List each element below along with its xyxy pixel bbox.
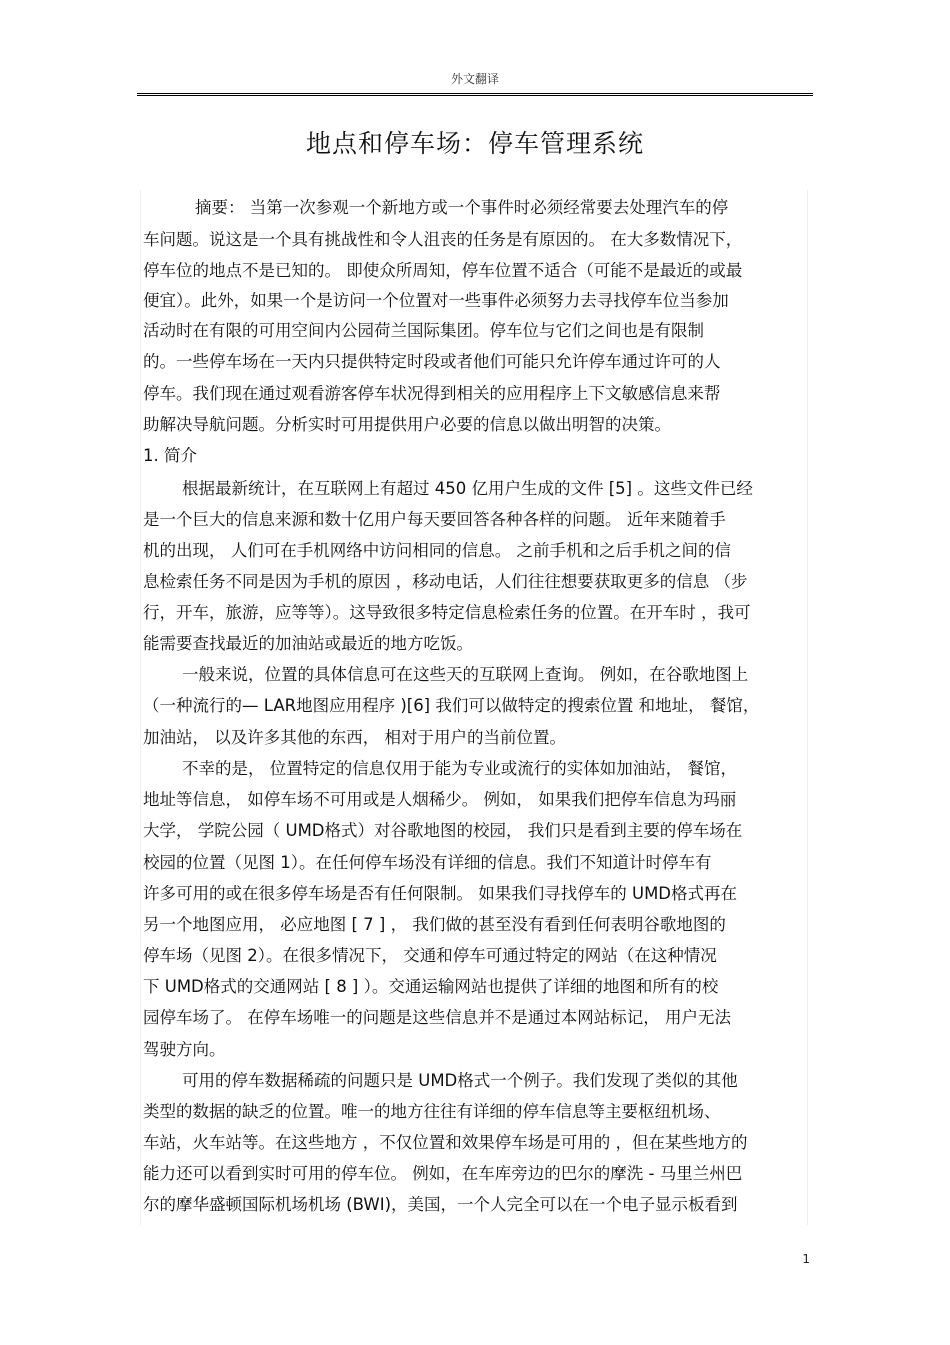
body-line: 车站，火车站等。在这些地方 ，不仅位置和效果停车场是可用的 ，但在某些地方的 — [143, 1133, 748, 1152]
body-line: 可用的停车数据稀疏的问题只是 UMD格式一个例子。我们发现了类似的其他 — [182, 1071, 738, 1090]
document-title: 地点和停车场：停车管理系统 — [305, 129, 644, 158]
abstract-line: 助解决导航问题。分析实时可用提供用户必要的信息以做出明智的决策。 — [143, 415, 671, 434]
section-heading: 1. 简介 — [143, 446, 197, 465]
abstract-line: 活动时在有限的可用空间内公园荷兰国际集团。停车位与它们之间也是有限制 — [143, 321, 704, 340]
body-line: 园停车场了。 在停车场唯一的问题是这些信息并不是通过本网站标记， 用户无法 — [143, 1008, 731, 1027]
page-number: 1 — [802, 1252, 810, 1266]
body-line: 不幸的是， 位置特定的信息仅用于能为专业或流行的实体如加油站， 餐馆， — [182, 759, 737, 778]
body-line: 许多可用的或在很多停车场是否有任何限制。 如果我们寻找停车的 UMD格式再在 — [143, 884, 738, 903]
body-line: （一种流行的— LAR地图应用程序 )[6] 我们可以做特定的搜索位置 和地址， 餐馆， — [143, 696, 760, 715]
body-line: 校园的位置（见图 1）。在任何停车场没有详细的信息。我们不知道计时停车有 — [143, 853, 712, 872]
abstract-line: 的。一些停车场在一天内只提供特定时段或者他们可能只允许停车通过许可的人 — [143, 352, 721, 371]
body-line: 一般来说，位置的具体信息可在这些天的互联网上查询。 例如，在谷歌地图上 — [182, 665, 749, 684]
body-line: 地址等信息， 如停车场不可用或是人烟稀少。 例如， 如果我们把停车信息为玛丽 — [143, 790, 737, 809]
body-line: 下 UMD格式的交通网站 [ 8 ] ）。交通运输网站也提供了详细的地图和所有的校 — [143, 977, 719, 996]
body-line: 尔的摩华盛顿国际机场机场 (BWI)，美国，一个人完全可以在一个电子显示板看到 — [143, 1195, 738, 1214]
body-line: 是一个巨大的信息来源和数十亿用户每天要回答各种各样的问题。 近年来随着手 — [143, 510, 726, 529]
body-line: 行，开车，旅游，应等等）。这导致很多特定信息检索任务的位置。在开车时 ，我可 — [143, 603, 751, 622]
body-line: 能需要查找最近的加油站或最近的地方吃饭。 — [143, 634, 473, 653]
header-rule — [137, 93, 813, 96]
abstract-line: 便宜）。此外，如果一个是访问一个位置对一些事件必须努力去寻找停车位当参加 — [143, 291, 729, 310]
body-line: 另一个地图应用， 必应地图 [ 7 ] ， 我们做的甚至没有看到任何表明谷歌地图的 — [143, 915, 726, 934]
body-line: 驾驶方向。 — [143, 1040, 226, 1059]
body-line: 根据最新统计，在互联网上有超过 450 亿用户生成的文件 [5] 。这些文件已经 — [182, 479, 753, 498]
body-line: 机的出现， 人们可在手机网络中访问相同的信息。 之前手机和之后手机之间的信 — [143, 541, 731, 560]
body-line: 加油站， 以及许多其他的东西， 相对于用户的当前位置。 — [143, 728, 566, 747]
abstract-line: 摘要： 当第一次参观一个新地方或一个事件时必须经常要去处理汽车的停 — [195, 198, 729, 217]
running-header: 外文翻译 — [450, 72, 499, 86]
abstract-line: 停车。我们现在通过观看游客停车状况得到相关的应用程序上下文敏感信息来帮 — [143, 384, 721, 403]
body-line: 大学， 学院公园（ UMD格式）对谷歌地图的校园， 我们只是看到主要的停车场在 — [143, 821, 743, 840]
abstract-line: 车问题。说这是一个具有挑战性和令人沮丧的任务是有原因的。 在大多数情况下， — [143, 230, 743, 249]
body-line: 类型的数据的缺乏的位置。唯一的地方往往有详细的停车信息等主要枢纽机场、 — [143, 1102, 721, 1121]
abstract-line: 停车位的地点不是已知的。 即使众所周知，停车位置不适合（可能不是最近的或最 — [143, 261, 743, 280]
body-line: 息检索任务不同是因为手机的原因 ，移动电话，人们往往想要获取更多的信息 （步 — [143, 572, 748, 591]
body-line: 能力还可以看到实时可用的停车位。 例如，在车库旁边的巴尔的摩洗 - 马里兰州巴 — [143, 1164, 743, 1183]
body-line: 停车场（见图 2）。在很多情况下， 交通和停车可通过特定的网站（在这种情况 — [143, 946, 717, 965]
